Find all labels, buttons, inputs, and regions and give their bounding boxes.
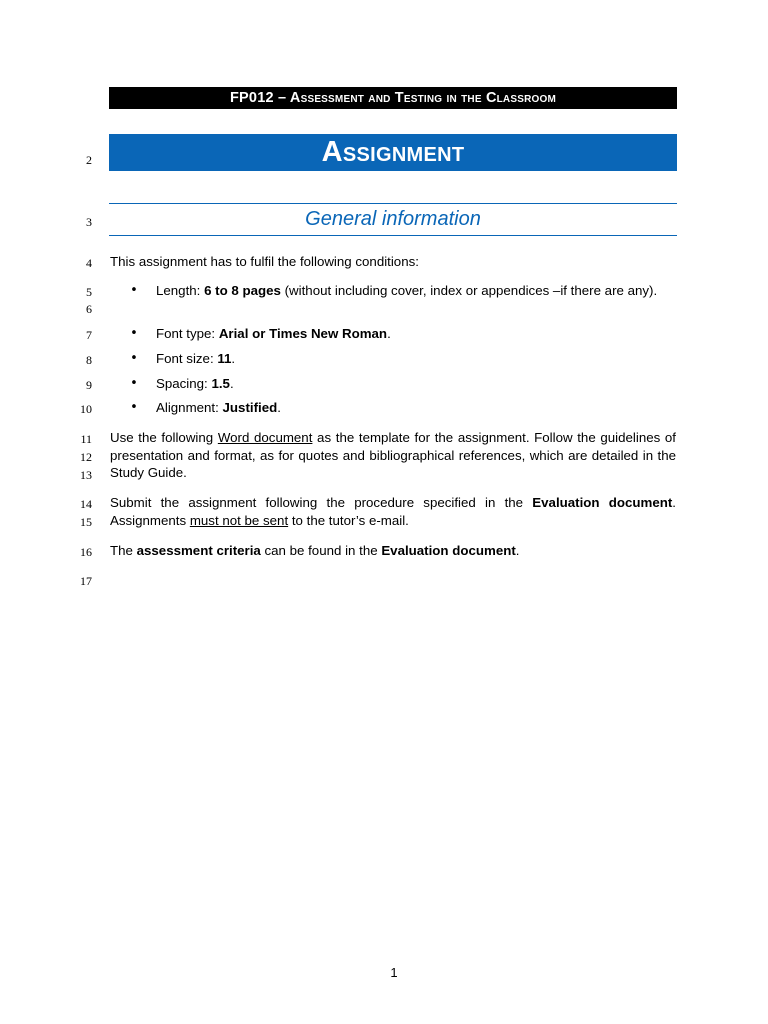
list-item: Alignment: Justified. — [156, 400, 281, 415]
line-number: 11 — [80, 432, 92, 446]
bullet-icon: • — [130, 351, 138, 366]
line-number: 13 — [80, 468, 92, 482]
bullet-icon: • — [130, 376, 138, 391]
line-number: 3 — [86, 215, 92, 229]
line-number: 17 — [80, 574, 92, 588]
line-number: 2 — [86, 153, 92, 167]
intro-text: This assignment has to fulfil the following conditions: — [110, 254, 419, 269]
bullet-icon: • — [130, 326, 138, 341]
word-document-link[interactable]: Word document — [217, 430, 313, 445]
bullet-icon: • — [130, 283, 138, 298]
submit-paragraph: Submit the assignment following the procedure specified in the Evaluation document. Assignments must not be sent to the tutor’s e-mail. — [110, 495, 676, 528]
line-number: 14 — [80, 497, 92, 511]
line-number: 4 — [86, 256, 92, 270]
page-number: 1 — [390, 965, 398, 980]
line-number: 5 — [86, 285, 92, 299]
course-header: FP012 – Assessment and Testing in the Classroom — [109, 87, 677, 109]
criteria-paragraph: The assessment criteria can be found in the Evaluation document. — [110, 543, 520, 558]
list-item: Length: 6 to 8 pages (without including cover, index or appendices –if there are any). — [156, 283, 658, 298]
line-number: 12 — [80, 450, 92, 464]
list-item: Spacing: 1.5. — [156, 376, 234, 391]
section-heading: General information — [109, 203, 677, 236]
line-number: 15 — [80, 515, 92, 529]
page-title: Assignment — [109, 134, 677, 171]
line-number: 6 — [86, 302, 92, 316]
line-number: 9 — [86, 378, 92, 392]
line-number: 7 — [86, 328, 92, 342]
line-number: 8 — [86, 353, 92, 367]
list-item: Font type: Arial or Times New Roman. — [156, 326, 391, 341]
bullet-icon: • — [130, 400, 138, 415]
line-number: 16 — [80, 545, 92, 559]
list-item: Font size: 11. — [156, 351, 236, 366]
template-paragraph: Use the following Word document as the template for the assignment. Follow the guidelines of presentation and format, as for quotes and bibliographical references, which are detailed in the Study Guide. — [110, 430, 676, 480]
line-number: 10 — [80, 402, 92, 416]
